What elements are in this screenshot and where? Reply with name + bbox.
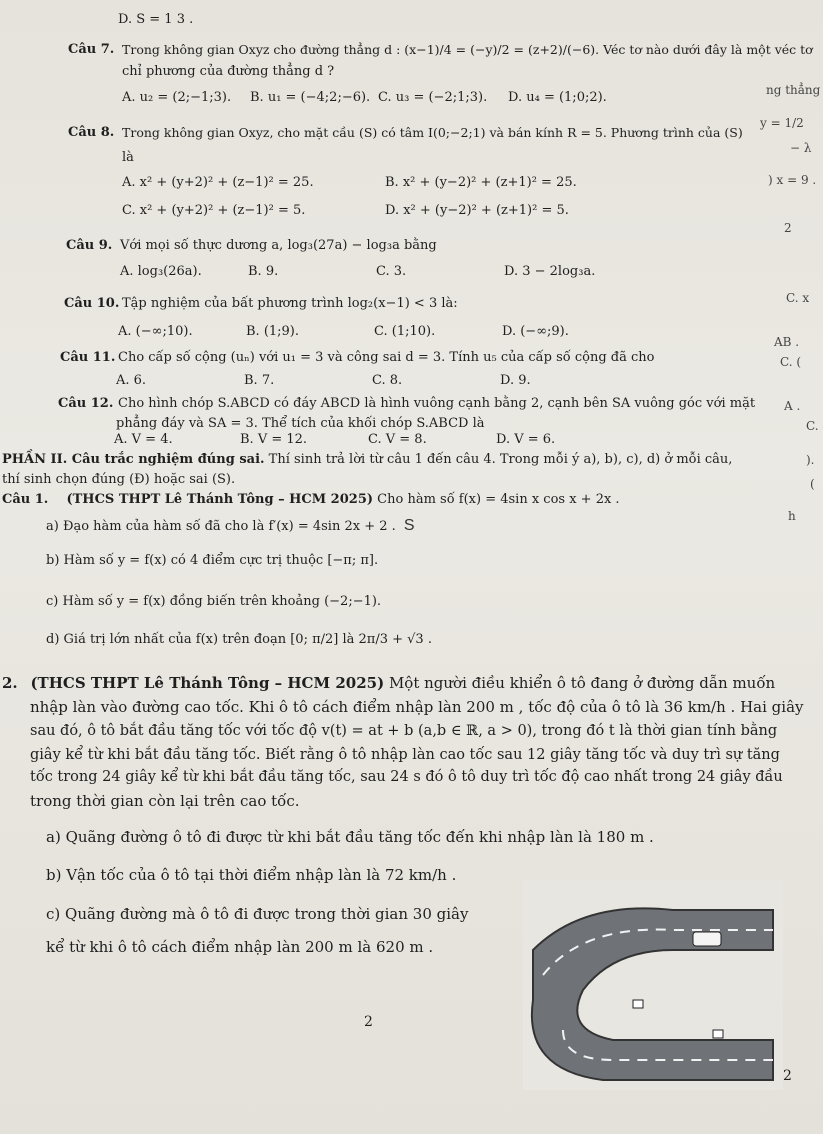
p1-label: Câu 1. [2, 492, 49, 507]
p2-item-a: a) Quãng đường ô tô đi được từ khi bắt đầu tăng tốc đến khi nhập làn là 180 m . [46, 828, 654, 846]
part2-heading: PHẦN II. Câu trắc nghiệm đúng sai. [2, 452, 265, 467]
road-sign-icon-2 [633, 1000, 643, 1008]
q11-option-c: C. 8. [372, 373, 403, 388]
q10-option-c: C. (1;10). [374, 324, 436, 339]
q8-stem2: là [122, 150, 134, 165]
car-icon [693, 932, 721, 946]
q11-option-d: D. 9. [500, 373, 531, 388]
q11-label: Câu 11. [60, 350, 116, 365]
edge-fragment-6: C. x [786, 291, 810, 305]
part2-instructions-2: thí sinh chọn đúng (Đ) hoặc sai (S). [2, 472, 236, 487]
q10-label: Câu 10. [64, 296, 120, 311]
part2-instructions: Thí sinh trả lời từ câu 1 đến câu 4. Trong mỗi ý a), b), c), d) ở mỗi câu, [264, 452, 733, 467]
q12-option-b: B. V = 12. [240, 432, 308, 447]
q10-option-a: A. (−∞;10). [118, 324, 193, 339]
p2-item-c-cont: kể từ khi ô tô cách điểm nhập làn 200 m là 620 m . [46, 938, 434, 956]
q11-option-a: A. 6. [116, 373, 147, 388]
q8-label: Câu 8. [68, 125, 115, 140]
q10-option-b: B. (1;9). [246, 324, 300, 339]
q7-stem: Trong không gian Oxyz cho đường thẳng d : (x−1)/4 = (−y)/2 = (z+2)/(−6). Véc tơ nào dưới đây là một véc tơ [122, 42, 813, 57]
p2-line1 [2, 672, 775, 694]
edge-fragment-10: C. [806, 419, 819, 433]
p2-line5: tốc trong 24 giây kể từ khi bắt đầu tăng tốc, sau 24 s đó ô tô duy trì tốc độ cao nhất trong 24 giây đầu [30, 769, 783, 785]
edge-fragment-12: ( [810, 477, 815, 491]
q9-option-c: C. 3. [376, 264, 407, 279]
q12-option-d: D. V = 6. [496, 432, 556, 447]
p2-line2: nhập làn vào đường cao tốc. Khi ô tô cách điểm nhập làn 200 m , tốc độ của ô tô là 36 km/h . Hai giây [30, 698, 804, 716]
part2-heading-line [2, 452, 732, 468]
edge-fragment-5: 2 [784, 221, 792, 235]
q7-stem2: chỉ phương của đường thẳng d ? [122, 64, 335, 79]
q8-option-c: C. x² + (y+2)² + (z−1)² = 5. [122, 203, 306, 218]
page-number-left: 2 [364, 1014, 373, 1030]
p2-line6: trong thời gian còn lại trên cao tốc. [30, 792, 300, 810]
p2-item-c: c) Quãng đường mà ô tô đi được trong thời gian 30 giây [46, 905, 469, 923]
road-sign-icon [713, 1030, 723, 1038]
p1-stem: Cho hàm số f(x) = 4sin x cos x + 2x . [373, 492, 620, 507]
q12-option-a: A. V = 4. [114, 432, 173, 447]
p2-item-b: b) Vận tốc của ô tô tại thời điểm nhập làn là 72 km/h . [46, 866, 457, 884]
q9-stem: Với mọi số thực dương a, log₃(27a) − log₃a bằng [120, 238, 437, 253]
top-fragment: D. S = 1 3 . [118, 12, 194, 27]
edge-fragment-1: ng thẳng [766, 83, 821, 97]
p2-label: 2. [2, 674, 18, 692]
highway-ramp-illustration [523, 880, 783, 1090]
p1-item-a-handwritten-mark: S [403, 517, 415, 534]
q11-stem: Cho cấp số cộng (uₙ) với u₁ = 3 và công sai d = 3. Tính u₅ của cấp số cộng đã cho [118, 350, 655, 365]
page-number-right: 2 [783, 1068, 792, 1084]
q12-label: Câu 12. [58, 396, 114, 411]
edge-fragment-13: h [788, 509, 796, 523]
q7-option-d: D. u₄ = (1;0;2). [508, 90, 607, 105]
q12-stem2: phẳng đáy và SA = 3. Thể tích của khối chóp S.ABCD là [116, 416, 485, 431]
q7-option-b: B. u₁ = (−4;2;−6). [250, 90, 371, 105]
p1-item-a-line [46, 518, 415, 535]
q7-option-c: C. u₃ = (−2;1;3). [378, 90, 488, 105]
q7-option-a: A. u₂ = (2;−1;3). [122, 90, 232, 105]
q8-option-a: A. x² + (y+2)² + (z−1)² = 25. [122, 175, 314, 190]
p1-stem-line [2, 492, 620, 508]
edge-fragment-8: C. ( [780, 355, 802, 369]
p2-line1-text: Một người điều khiển ô tô đang ở đường dẫn muốn [384, 674, 776, 692]
edge-fragment-2: y = 1/2 [760, 116, 804, 130]
q9-option-b: B. 9. [248, 264, 279, 279]
q10-option-d: D. (−∞;9). [502, 324, 569, 339]
q11-option-b: B. 7. [244, 373, 275, 388]
edge-fragment-3: − λ [790, 141, 812, 155]
q8-stem: Trong không gian Oxyz, cho mặt cầu (S) có tâm I(0;−2;1) và bán kính R = 5. Phương trình của (S) [122, 125, 743, 140]
p2-line4: giây kể từ khi bắt đầu tăng tốc. Biết rằng ô tô nhập làn cao tốc sau 12 giây tăng tốc và duy trì sự tăng [30, 747, 780, 763]
q12-stem: Cho hình chóp S.ABCD có đáy ABCD là hình vuông cạnh bằng 2, cạnh bên SA vuông góc với mặt [118, 396, 756, 411]
q12-option-c: C. V = 8. [368, 432, 427, 447]
q8-option-d: D. x² + (y−2)² + (z+1)² = 5. [385, 203, 569, 218]
q10-stem: Tập nghiệm của bất phương trình log₂(x−1) < 3 là: [122, 296, 458, 311]
q9-option-d: D. 3 − 2log₃a. [504, 264, 596, 279]
q9-option-a: A. log₃(26a). [120, 264, 202, 279]
p1-item-d: d) Giá trị lớn nhất của f(x) trên đoạn [0; π/2] là 2π/3 + √3 . [46, 632, 432, 647]
q8-option-b: B. x² + (y−2)² + (z+1)² = 25. [385, 175, 577, 190]
q7-label: Câu 7. [68, 42, 115, 57]
p2-line3: sau đó, ô tô bắt đầu tăng tốc với tốc độ v(t) = at + b (a,b ∈ ℝ, a > 0), trong đó t là thời gian tính bằng [30, 723, 778, 739]
p1-item-a: a) Đạo hàm của hàm số đã cho là f′(x) = 4sin 2x + 2 . [46, 519, 396, 534]
p1-source: (THCS THPT Lê Thánh Tông – HCM 2025) [66, 492, 374, 507]
edge-fragment-4: ) x = 9 . [768, 173, 817, 187]
edge-fragment-9: A . [784, 399, 801, 413]
edge-fragment-11: ). [806, 453, 815, 467]
q9-label: Câu 9. [66, 238, 113, 253]
p1-item-b: b) Hàm số y = f(x) có 4 điểm cực trị thuộc [−π; π]. [46, 553, 379, 568]
edge-fragment-7: AB . [774, 335, 800, 349]
p1-item-c: c) Hàm số y = f(x) đồng biến trên khoảng (−2;−1). [46, 594, 382, 609]
p2-source: (THCS THPT Lê Thánh Tông – HCM 2025) [30, 674, 385, 692]
